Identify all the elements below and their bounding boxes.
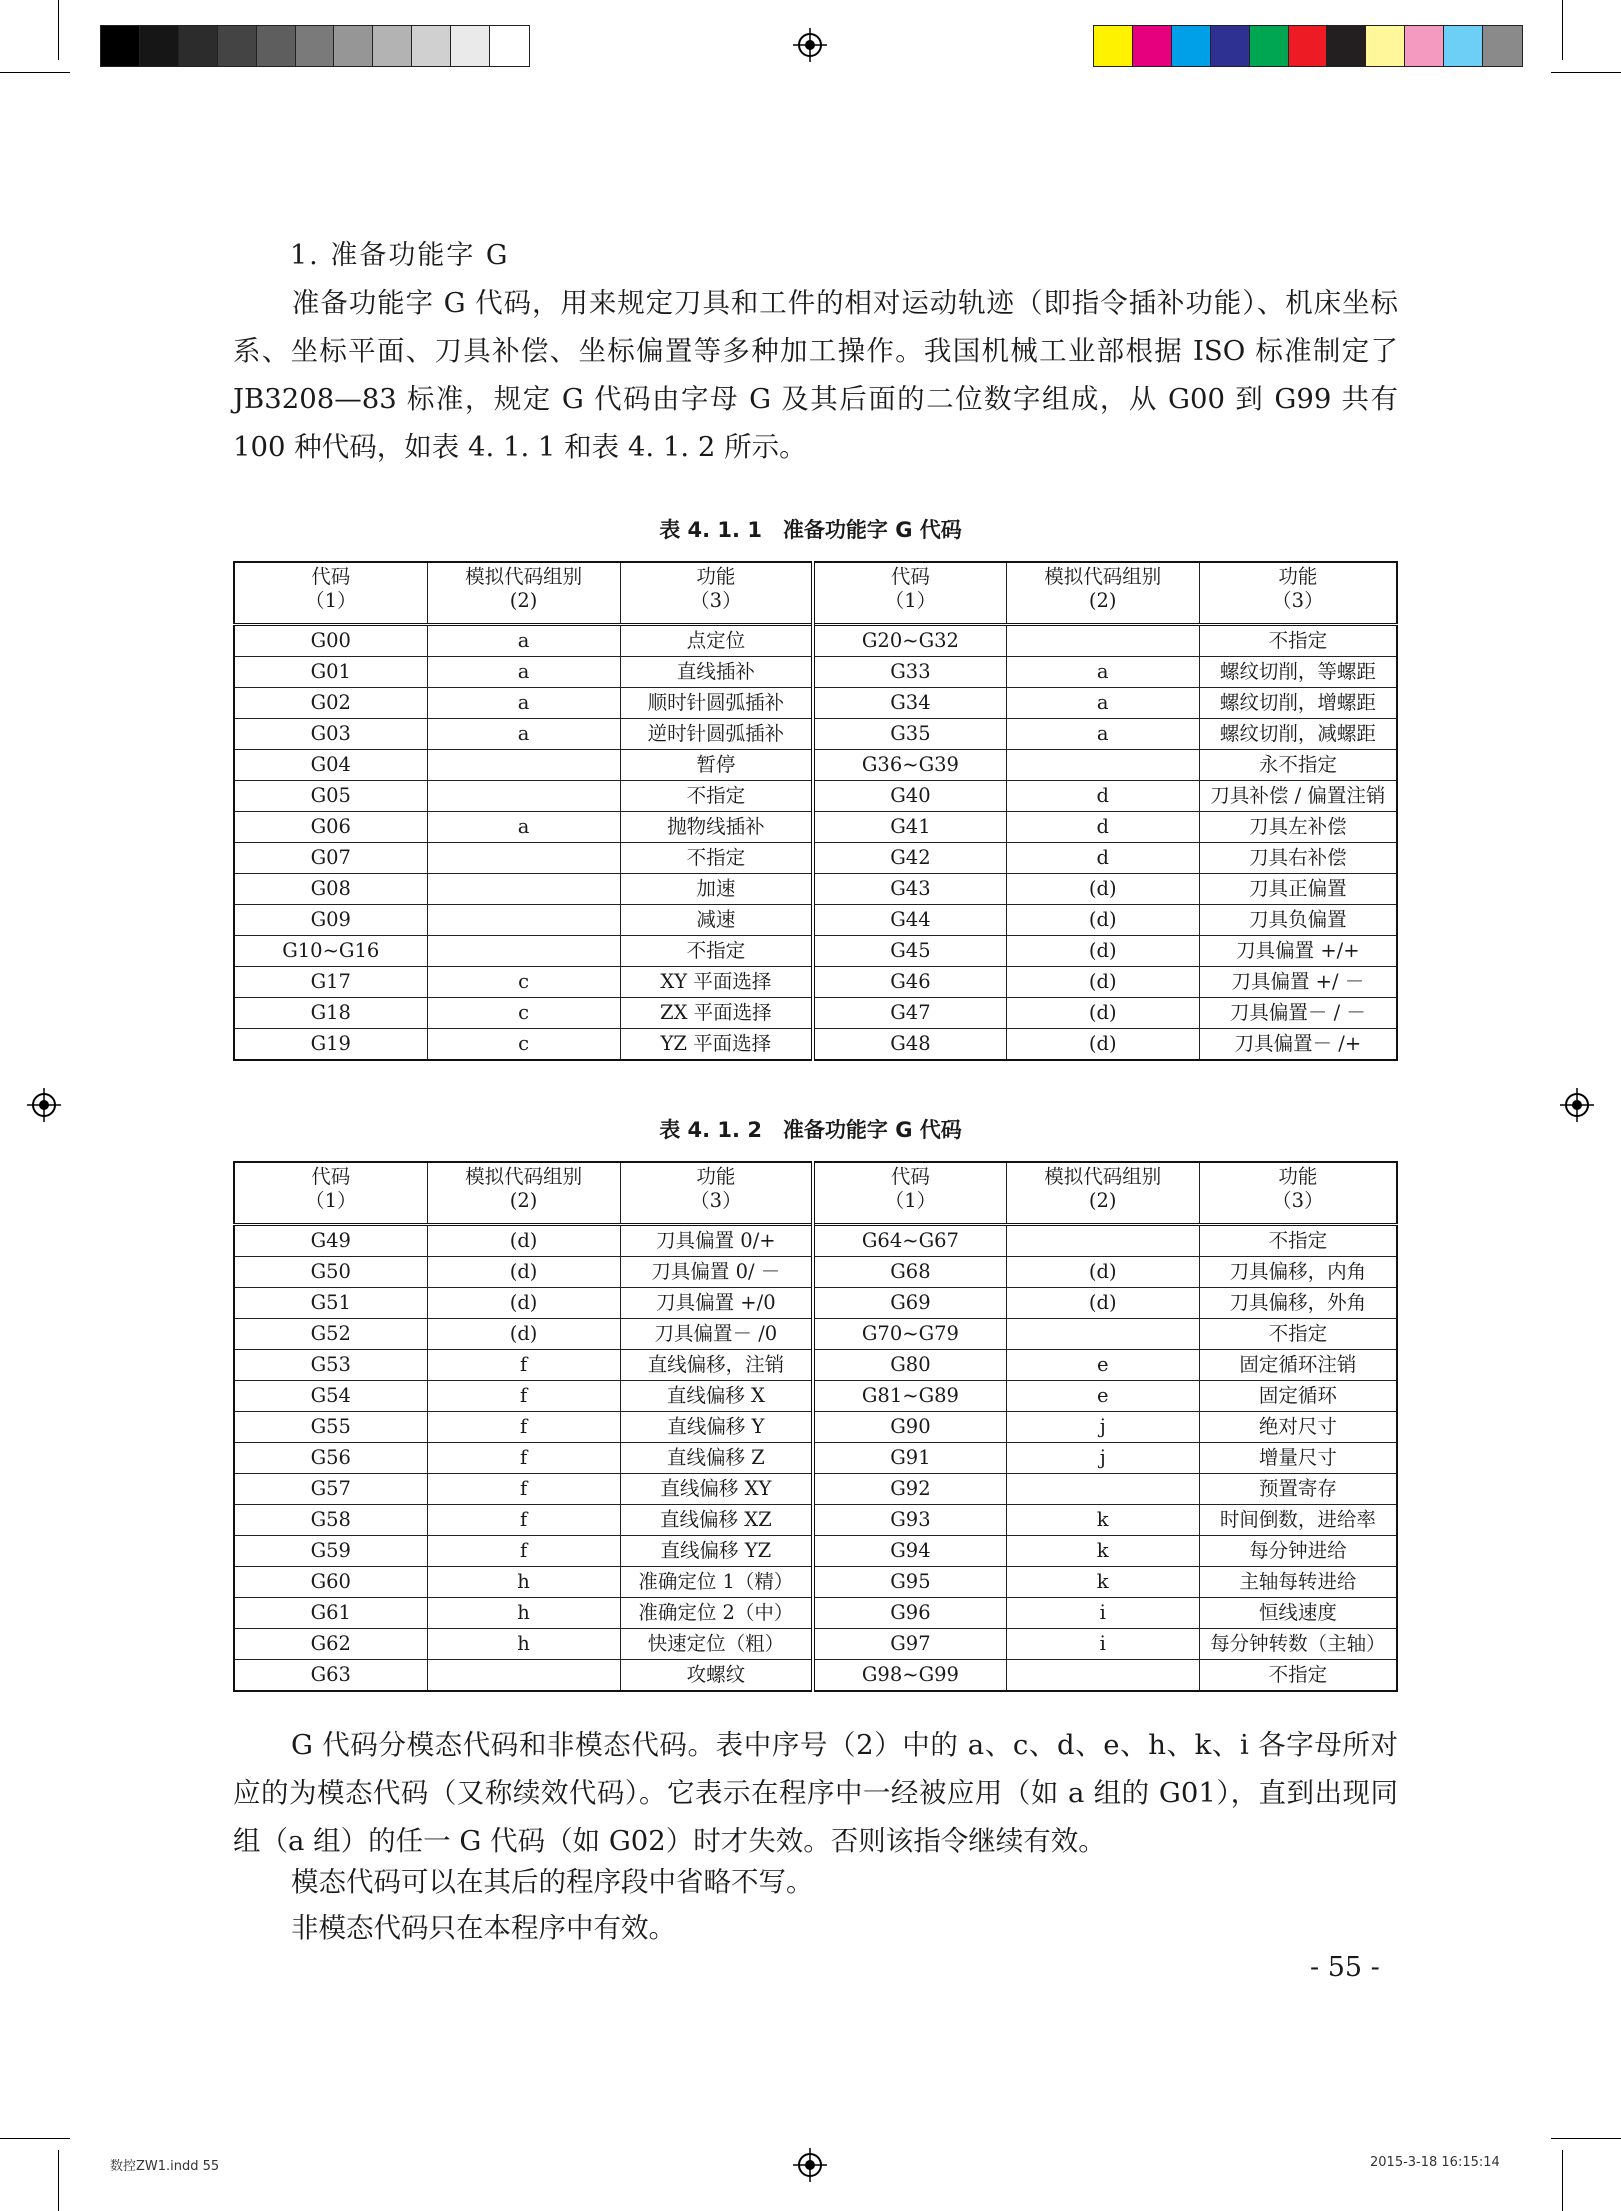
table-cell: 固定循环注销 bbox=[1199, 1350, 1397, 1381]
table-cell: (d) bbox=[1006, 905, 1199, 936]
table-cell: G60 bbox=[234, 1567, 427, 1598]
crop-mark bbox=[58, 0, 59, 60]
table-cell: G91 bbox=[813, 1443, 1006, 1474]
color-swatch bbox=[1366, 26, 1405, 66]
table-row bbox=[234, 625, 1397, 657]
table-cell bbox=[1006, 1225, 1199, 1257]
table-cell bbox=[1006, 750, 1199, 781]
table-cell: d bbox=[1006, 812, 1199, 843]
table-row bbox=[234, 657, 1397, 688]
table-cell: 刀具偏置－ /0 bbox=[620, 1319, 813, 1350]
table-cell: 刀具偏移，内角 bbox=[1199, 1257, 1397, 1288]
table-row bbox=[234, 936, 1397, 967]
table-header-row bbox=[234, 562, 1397, 625]
table-cell: 刀具偏置 0/ － bbox=[620, 1257, 813, 1288]
color-swatch bbox=[373, 26, 412, 66]
table-cell: (d) bbox=[427, 1319, 620, 1350]
table-row bbox=[234, 688, 1397, 719]
table-cell: G09 bbox=[234, 905, 427, 936]
table-row bbox=[234, 1567, 1397, 1598]
table-row bbox=[234, 1412, 1397, 1443]
table-cell bbox=[427, 936, 620, 967]
table-row bbox=[234, 905, 1397, 936]
table-cell: G35 bbox=[813, 719, 1006, 750]
table-cell: 逆时针圆弧插补 bbox=[620, 719, 813, 750]
g-code-table-2 bbox=[233, 1161, 1398, 1692]
table-caption: 表 4. 1. 1 准备功能字 G 代码 bbox=[659, 518, 962, 542]
table-cell: 顺时针圆弧插补 bbox=[620, 688, 813, 719]
table-cell bbox=[1006, 1319, 1199, 1350]
intro-paragraph-text: 准备功能字 G 代码，用来规定刀具和工件的相对运动轨迹（即指令插补功能）、机床坐标系、坐标平面、刀具补偿、坐标偏置等多种加工操作。我国机械工业部根据 ISO 标准制定了 JB3208—83 标准，规定 G 代码由字母 G 及其后面的二位数字组成，从 G00 到 G99 共有 100 种代码，如表 4. 1. 1 和表 4. 1. 2 所示。 bbox=[233, 287, 1398, 463]
table-cell: G62 bbox=[234, 1629, 427, 1660]
table-row bbox=[234, 1288, 1397, 1319]
crop-mark bbox=[0, 72, 70, 73]
table-cell: f bbox=[427, 1350, 620, 1381]
table-cell: G90 bbox=[813, 1412, 1006, 1443]
color-swatch bbox=[451, 26, 490, 66]
table-cell: G42 bbox=[813, 843, 1006, 874]
table-row bbox=[234, 843, 1397, 874]
table-cell: G49 bbox=[234, 1225, 427, 1257]
color-swatch bbox=[1327, 26, 1366, 66]
column-header bbox=[1199, 1162, 1397, 1225]
table-cell: f bbox=[427, 1381, 620, 1412]
column-header-name: 模拟代码组别 bbox=[1044, 565, 1162, 588]
intro-paragraph bbox=[233, 279, 1398, 471]
table-cell: f bbox=[427, 1443, 620, 1474]
table-cell: a bbox=[427, 688, 620, 719]
table-cell: G57 bbox=[234, 1474, 427, 1505]
column-header bbox=[620, 1162, 813, 1225]
table-cell: 准确定位 2（中） bbox=[620, 1598, 813, 1629]
table-cell: 直线偏移 XY bbox=[620, 1474, 813, 1505]
column-header bbox=[427, 1162, 620, 1225]
table-row bbox=[234, 998, 1397, 1029]
color-swatch bbox=[1444, 26, 1483, 66]
table-row bbox=[234, 1443, 1397, 1474]
table-cell: (d) bbox=[427, 1257, 620, 1288]
table-cell: 刀具偏移，外角 bbox=[1199, 1288, 1397, 1319]
table-cell: 刀具正偏置 bbox=[1199, 874, 1397, 905]
table-cell bbox=[427, 781, 620, 812]
table-cell: 快速定位（粗） bbox=[620, 1629, 813, 1660]
table-cell: G52 bbox=[234, 1319, 427, 1350]
crop-mark bbox=[58, 2150, 59, 2211]
table-cell: G58 bbox=[234, 1505, 427, 1536]
color-swatch bbox=[1172, 26, 1211, 66]
column-header bbox=[1006, 1162, 1199, 1225]
table-cell: 不指定 bbox=[1199, 625, 1397, 657]
table-row bbox=[234, 1319, 1397, 1350]
table-cell: G06 bbox=[234, 812, 427, 843]
color-swatch bbox=[1094, 26, 1133, 66]
table-cell: 不指定 bbox=[1199, 1660, 1397, 1692]
table-cell: G54 bbox=[234, 1381, 427, 1412]
note-modal bbox=[233, 1858, 1398, 1906]
table-cell: 刀具补偿 / 偏置注销 bbox=[1199, 781, 1397, 812]
table-cell: k bbox=[1006, 1567, 1199, 1598]
column-header bbox=[620, 562, 813, 625]
table-cell: G00 bbox=[234, 625, 427, 657]
table-cell: G45 bbox=[813, 936, 1006, 967]
page-number: - 55 - bbox=[1310, 1952, 1380, 1983]
table-cell: G46 bbox=[813, 967, 1006, 998]
table-cell: G41 bbox=[813, 812, 1006, 843]
table-cell: G81~G89 bbox=[813, 1381, 1006, 1412]
table-cell: c bbox=[427, 1029, 620, 1061]
table-cell: i bbox=[1006, 1629, 1199, 1660]
color-swatch bbox=[296, 26, 335, 66]
table-cell: G64~G67 bbox=[813, 1225, 1006, 1257]
table-cell: e bbox=[1006, 1381, 1199, 1412]
table-cell: 不指定 bbox=[620, 936, 813, 967]
closing-paragraph-text: G 代码分模态代码和非模态代码。表中序号（2）中的 a、c、d、e、h、k、i 各字母所对应的为模态代码（又称续效代码）。它表示在程序中一经被应用（如 a 组的 G01），直到出现同组（a 组）的任一 G 代码（如 G02）时才失效。否则该指令继续有效。 bbox=[233, 1729, 1398, 1857]
column-header-number: （3） bbox=[1272, 589, 1324, 612]
table-cell: G61 bbox=[234, 1598, 427, 1629]
g-code-table-1 bbox=[233, 561, 1398, 1061]
table-cell: 每分钟进给 bbox=[1199, 1536, 1397, 1567]
table-cell: G08 bbox=[234, 874, 427, 905]
column-header-name: 代码 bbox=[890, 565, 930, 588]
table-row bbox=[234, 874, 1397, 905]
table-cell: 主轴每转进给 bbox=[1199, 1567, 1397, 1598]
table-cell: h bbox=[427, 1598, 620, 1629]
column-header-name: 功能 bbox=[696, 565, 736, 588]
table-row bbox=[234, 1225, 1397, 1257]
table-cell: 点定位 bbox=[620, 625, 813, 657]
table-cell: 刀具偏置 +/+ bbox=[1199, 936, 1397, 967]
column-header-number: (2) bbox=[1088, 1189, 1117, 1212]
table-cell: 时间倒数，进给率 bbox=[1199, 1505, 1397, 1536]
table-cell: YZ 平面选择 bbox=[620, 1029, 813, 1061]
table-cell: G18 bbox=[234, 998, 427, 1029]
table-cell: G97 bbox=[813, 1629, 1006, 1660]
table-row bbox=[234, 1350, 1397, 1381]
table-cell: G10~G16 bbox=[234, 936, 427, 967]
note-modal-text: 模态代码可以在其后的程序段中省略不写。 bbox=[291, 1866, 814, 1898]
table-cell: 准确定位 1（精） bbox=[620, 1567, 813, 1598]
column-header-name: 代码 bbox=[311, 1165, 351, 1188]
table-cell: 直线偏移，注销 bbox=[620, 1350, 813, 1381]
table-cell: G36~G39 bbox=[813, 750, 1006, 781]
table-cell: 加速 bbox=[620, 874, 813, 905]
table-cell: f bbox=[427, 1412, 620, 1443]
table-cell: 直线偏移 XZ bbox=[620, 1505, 813, 1536]
table-cell: 直线偏移 X bbox=[620, 1381, 813, 1412]
table-cell: 不指定 bbox=[1199, 1225, 1397, 1257]
table-cell: G56 bbox=[234, 1443, 427, 1474]
column-header-number: (2) bbox=[509, 1189, 538, 1212]
crop-mark bbox=[1562, 0, 1563, 60]
table-cell: k bbox=[1006, 1536, 1199, 1567]
table-cell: a bbox=[427, 719, 620, 750]
table-cell: 绝对尺寸 bbox=[1199, 1412, 1397, 1443]
table-cell: G07 bbox=[234, 843, 427, 874]
closing-paragraph bbox=[233, 1721, 1398, 1865]
color-swatch bbox=[1405, 26, 1444, 66]
table-cell: G47 bbox=[813, 998, 1006, 1029]
table-cell: G50 bbox=[234, 1257, 427, 1288]
column-header-number: （1） bbox=[884, 1189, 937, 1212]
table-cell: 不指定 bbox=[620, 781, 813, 812]
table-cell: d bbox=[1006, 781, 1199, 812]
column-header-name: 模拟代码组别 bbox=[465, 1165, 583, 1188]
table-cell: a bbox=[1006, 657, 1199, 688]
table-row bbox=[234, 781, 1397, 812]
table-cell: ZX 平面选择 bbox=[620, 998, 813, 1029]
table-cell: G55 bbox=[234, 1412, 427, 1443]
crop-mark bbox=[0, 2138, 70, 2139]
table-cell: i bbox=[1006, 1598, 1199, 1629]
table-cell: G03 bbox=[234, 719, 427, 750]
table-cell: G68 bbox=[813, 1257, 1006, 1288]
column-header-number: （3） bbox=[1272, 1189, 1324, 1212]
color-swatch bbox=[412, 26, 451, 66]
color-swatch bbox=[1289, 26, 1328, 66]
table-cell: 螺纹切削，等螺距 bbox=[1199, 657, 1397, 688]
table-cell: 增量尺寸 bbox=[1199, 1443, 1397, 1474]
table-cell: G98~G99 bbox=[813, 1660, 1006, 1692]
footer-timestamp: 2015-3-18 16:15:14 bbox=[1370, 2155, 1500, 2170]
section-heading: 1. 准备功能字 G bbox=[290, 240, 510, 271]
table-cell: 直线偏移 Y bbox=[620, 1412, 813, 1443]
column-header bbox=[813, 562, 1006, 625]
table-cell: G20~G32 bbox=[813, 625, 1006, 657]
table-cell: (d) bbox=[427, 1288, 620, 1319]
table-row bbox=[234, 1381, 1397, 1412]
table-cell bbox=[427, 843, 620, 874]
table-cell: f bbox=[427, 1505, 620, 1536]
table-cell: G40 bbox=[813, 781, 1006, 812]
table-cell: 直线偏移 Z bbox=[620, 1443, 813, 1474]
column-header-name: 功能 bbox=[696, 1165, 736, 1188]
column-header-number: （1） bbox=[305, 1189, 357, 1212]
table-cell bbox=[427, 874, 620, 905]
table-cell: G69 bbox=[813, 1288, 1006, 1319]
color-swatch bbox=[101, 26, 140, 66]
table-cell: G94 bbox=[813, 1536, 1006, 1567]
table-cell: 刀具偏置 +/0 bbox=[620, 1288, 813, 1319]
column-header-name: 模拟代码组别 bbox=[465, 565, 583, 588]
color-swatch bbox=[257, 26, 296, 66]
table-cell: 恒线速度 bbox=[1199, 1598, 1397, 1629]
table-cell: G92 bbox=[813, 1474, 1006, 1505]
crop-mark bbox=[1551, 72, 1621, 73]
table-row bbox=[234, 1536, 1397, 1567]
table-cell: 预置寄存 bbox=[1199, 1474, 1397, 1505]
table-row bbox=[234, 1257, 1397, 1288]
color-swatch bbox=[1211, 26, 1250, 66]
table-cell: a bbox=[427, 625, 620, 657]
table-row bbox=[234, 750, 1397, 781]
table-cell: k bbox=[1006, 1505, 1199, 1536]
column-header-number: (2) bbox=[509, 589, 538, 612]
table-row bbox=[234, 1474, 1397, 1505]
table-cell: 直线插补 bbox=[620, 657, 813, 688]
table-cell: c bbox=[427, 967, 620, 998]
table-cell: a bbox=[1006, 688, 1199, 719]
table-cell: G19 bbox=[234, 1029, 427, 1061]
column-header-name: 代码 bbox=[311, 565, 351, 588]
table-cell: 减速 bbox=[620, 905, 813, 936]
column-header bbox=[234, 562, 427, 625]
color-swatch bbox=[1250, 26, 1289, 66]
table-cell: a bbox=[427, 657, 620, 688]
note-nonmodal bbox=[233, 1904, 1398, 1952]
table-cell: G44 bbox=[813, 905, 1006, 936]
table-row bbox=[234, 967, 1397, 998]
color-swatch bbox=[1133, 26, 1172, 66]
table-cell: G04 bbox=[234, 750, 427, 781]
column-header-name: 功能 bbox=[1278, 565, 1318, 588]
column-header bbox=[427, 562, 620, 625]
column-header-number: （3） bbox=[690, 1189, 742, 1212]
table-caption: 表 4. 1. 2 准备功能字 G 代码 bbox=[659, 1118, 962, 1142]
table-cell: 螺纹切削，减螺距 bbox=[1199, 719, 1397, 750]
table-cell: 不指定 bbox=[1199, 1319, 1397, 1350]
table-cell: G93 bbox=[813, 1505, 1006, 1536]
table-cell: j bbox=[1006, 1412, 1199, 1443]
table-cell: j bbox=[1006, 1443, 1199, 1474]
table-cell bbox=[1006, 1474, 1199, 1505]
color-swatch bbox=[334, 26, 373, 66]
table-cell: 刀具偏置－ /+ bbox=[1199, 1029, 1397, 1061]
column-header bbox=[1006, 562, 1199, 625]
crop-mark bbox=[1562, 2150, 1563, 2211]
grayscale-color-bar bbox=[100, 25, 530, 67]
table-cell: a bbox=[1006, 719, 1199, 750]
table-cell: (d) bbox=[1006, 998, 1199, 1029]
table-row bbox=[234, 719, 1397, 750]
column-header bbox=[1199, 562, 1397, 625]
column-header-name: 代码 bbox=[890, 1165, 930, 1188]
table-row bbox=[234, 812, 1397, 843]
table-cell bbox=[1006, 1660, 1199, 1692]
table-cell: G43 bbox=[813, 874, 1006, 905]
table-cell: G02 bbox=[234, 688, 427, 719]
table-cell: e bbox=[1006, 1350, 1199, 1381]
table-row bbox=[234, 1598, 1397, 1629]
table-cell bbox=[427, 905, 620, 936]
footer-file-info: 数控ZW1.indd 55 bbox=[110, 2159, 220, 2174]
table-cell: G51 bbox=[234, 1288, 427, 1319]
table-cell: c bbox=[427, 998, 620, 1029]
table-cell: G70~G79 bbox=[813, 1319, 1006, 1350]
table-cell: (d) bbox=[1006, 936, 1199, 967]
table-cell: 刀具右补偿 bbox=[1199, 843, 1397, 874]
table-row bbox=[234, 1629, 1397, 1660]
table-cell: 螺纹切削，增螺距 bbox=[1199, 688, 1397, 719]
registration-mark-icon bbox=[793, 28, 827, 62]
color-swatch bbox=[1483, 26, 1522, 66]
table-row bbox=[234, 1029, 1397, 1061]
table-cell: G96 bbox=[813, 1598, 1006, 1629]
table-cell: 永不指定 bbox=[1199, 750, 1397, 781]
note-nonmodal-text: 非模态代码只在本程序中有效。 bbox=[291, 1912, 676, 1944]
table-cell: 每分钟转数（主轴） bbox=[1199, 1629, 1397, 1660]
color-swatch bbox=[490, 26, 529, 66]
column-header-number: (2) bbox=[1088, 589, 1117, 612]
table-cell bbox=[427, 1660, 620, 1692]
column-header-number: （1） bbox=[884, 589, 937, 612]
table-cell: (d) bbox=[1006, 1288, 1199, 1319]
table-cell: (d) bbox=[1006, 967, 1199, 998]
process-color-bar bbox=[1093, 25, 1523, 67]
table-cell: h bbox=[427, 1629, 620, 1660]
color-swatch bbox=[179, 26, 218, 66]
table-cell: G33 bbox=[813, 657, 1006, 688]
table-cell: 刀具偏置－ / － bbox=[1199, 998, 1397, 1029]
table-cell: XY 平面选择 bbox=[620, 967, 813, 998]
table-cell: a bbox=[427, 812, 620, 843]
table-cell: G80 bbox=[813, 1350, 1006, 1381]
color-swatch bbox=[218, 26, 257, 66]
table-cell: f bbox=[427, 1536, 620, 1567]
table-cell: 暂停 bbox=[620, 750, 813, 781]
table-cell: (d) bbox=[1006, 1029, 1199, 1061]
registration-mark-icon bbox=[793, 2148, 827, 2182]
table-row bbox=[234, 1660, 1397, 1692]
column-header-name: 功能 bbox=[1278, 1165, 1318, 1188]
table-cell: 抛物线插补 bbox=[620, 812, 813, 843]
table-cell: (d) bbox=[1006, 874, 1199, 905]
table-cell: 刀具偏置 0/+ bbox=[620, 1225, 813, 1257]
table-cell: G05 bbox=[234, 781, 427, 812]
table-cell: G59 bbox=[234, 1536, 427, 1567]
table-cell: (d) bbox=[427, 1225, 620, 1257]
table-header-row bbox=[234, 1162, 1397, 1225]
column-header-name: 模拟代码组别 bbox=[1044, 1165, 1162, 1188]
table-cell: G53 bbox=[234, 1350, 427, 1381]
table-cell: h bbox=[427, 1567, 620, 1598]
table-cell: 刀具左补偿 bbox=[1199, 812, 1397, 843]
table-cell: f bbox=[427, 1474, 620, 1505]
column-header-number: （3） bbox=[690, 589, 742, 612]
crop-mark bbox=[1551, 2138, 1621, 2139]
table-cell: 固定循环 bbox=[1199, 1381, 1397, 1412]
column-header bbox=[813, 1162, 1006, 1225]
table-cell: G63 bbox=[234, 1660, 427, 1692]
table-cell: G95 bbox=[813, 1567, 1006, 1598]
table-cell: d bbox=[1006, 843, 1199, 874]
column-header-number: （1） bbox=[305, 589, 357, 612]
table-row bbox=[234, 1505, 1397, 1536]
table-cell: 攻螺纹 bbox=[620, 1660, 813, 1692]
table-cell: 刀具负偏置 bbox=[1199, 905, 1397, 936]
table-cell: G34 bbox=[813, 688, 1006, 719]
table-cell bbox=[1006, 625, 1199, 657]
table-cell: (d) bbox=[1006, 1257, 1199, 1288]
table-cell: G48 bbox=[813, 1029, 1006, 1061]
table-cell: G17 bbox=[234, 967, 427, 998]
table-cell: 不指定 bbox=[620, 843, 813, 874]
color-swatch bbox=[140, 26, 179, 66]
table-cell: 刀具偏置 +/ － bbox=[1199, 967, 1397, 998]
table-cell bbox=[427, 750, 620, 781]
table-cell: 直线偏移 YZ bbox=[620, 1536, 813, 1567]
table-cell: G01 bbox=[234, 657, 427, 688]
column-header bbox=[234, 1162, 427, 1225]
